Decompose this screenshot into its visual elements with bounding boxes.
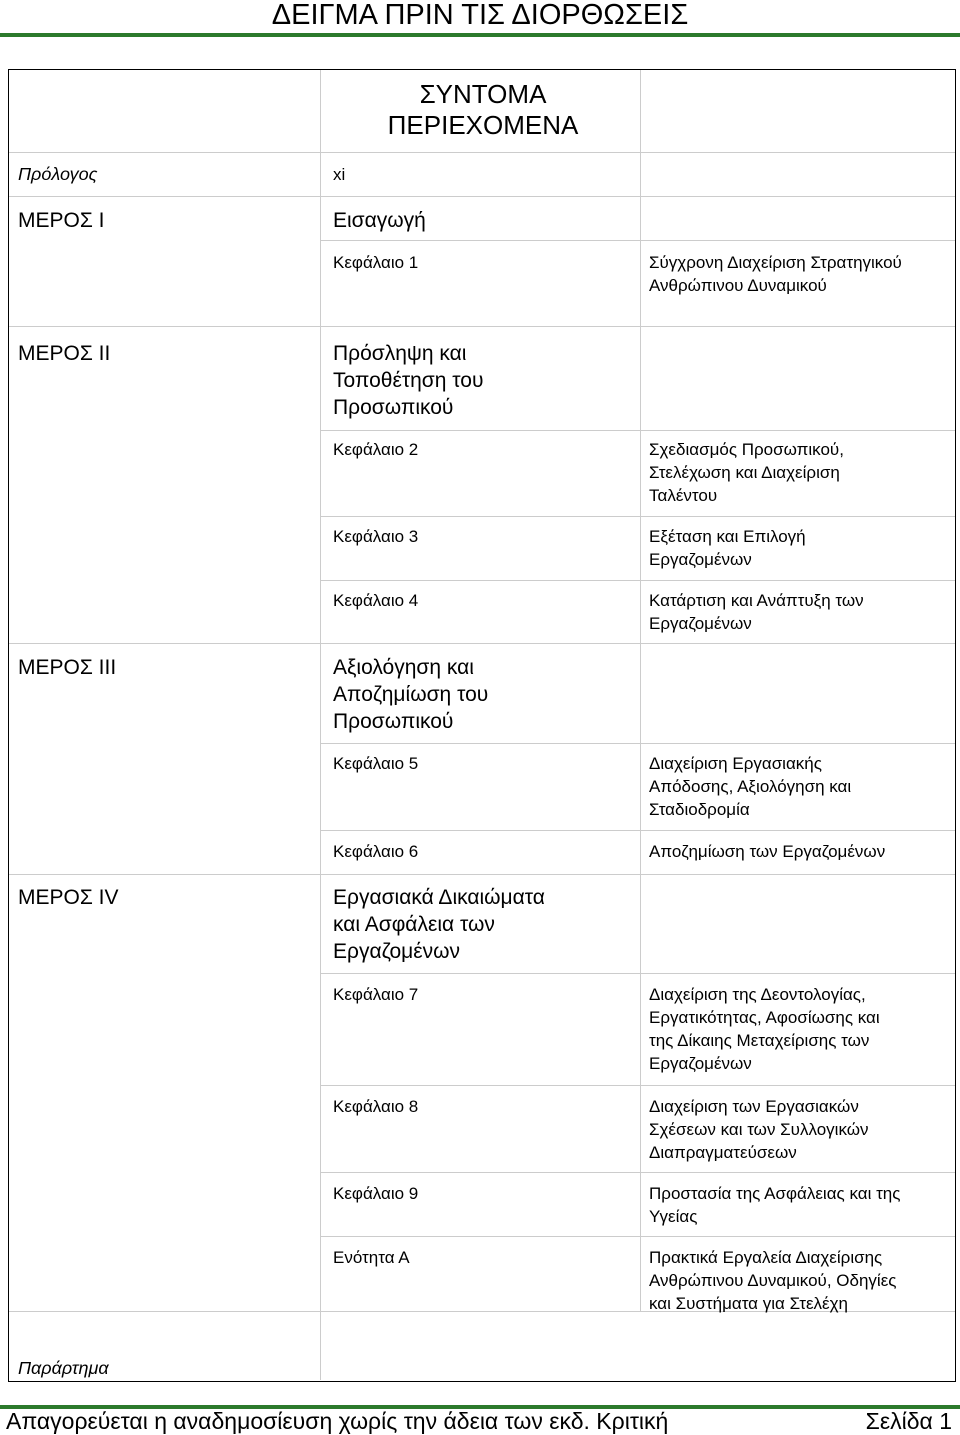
footer-notice: Απαγορεύεται η αναδημοσίευση χωρίς την άδεια των εκδ. Κριτική bbox=[6, 1408, 669, 1434]
chapter-title-line: της Δίκαιης Μεταχείρισης των bbox=[649, 1031, 870, 1050]
grid-vline bbox=[320, 70, 321, 1311]
chapter-title-line: Εργαζομένων bbox=[649, 614, 752, 633]
part4-label[interactable]: ΜΕΡΟΣ IV bbox=[18, 886, 119, 909]
toc-heading bbox=[333, 79, 633, 141]
grid-vline bbox=[640, 70, 641, 1311]
chapter-title-line: Διαχείριση Εργασιακής bbox=[649, 754, 822, 773]
appendix-label[interactable]: Παράρτημα bbox=[18, 1358, 109, 1378]
chapter-5-title[interactable] bbox=[649, 752, 851, 821]
part1-title[interactable]: Εισαγωγή bbox=[333, 209, 426, 232]
part4-title[interactable] bbox=[333, 884, 545, 965]
part-title-line: Προσωπικού bbox=[333, 710, 454, 733]
chapter-title-line: Διαπραγματεύσεων bbox=[649, 1143, 797, 1162]
section-a-title[interactable] bbox=[649, 1246, 896, 1315]
grid-hline bbox=[9, 874, 955, 875]
chapter-8-title[interactable] bbox=[649, 1095, 869, 1164]
chapter-title-line: Διαχείριση των Εργασιακών bbox=[649, 1097, 859, 1116]
chapter-title-line: Σταδιοδρομία bbox=[649, 800, 750, 819]
page-number: Σελίδα 1 bbox=[865, 1408, 952, 1434]
grid-hline bbox=[9, 152, 955, 153]
grid-hline bbox=[320, 430, 955, 431]
prologue-label[interactable]: Πρόλογος bbox=[18, 164, 98, 184]
chapter-title-line: Κατάρτιση και Ανάπτυξη των bbox=[649, 591, 864, 610]
part1-label[interactable]: ΜΕΡΟΣ Ι bbox=[18, 209, 105, 232]
chapter-title-line: Πρακτικά Εργαλεία Διαχείρισης bbox=[649, 1248, 883, 1267]
chapter-title-line: Αποζημίωση των Εργαζομένων bbox=[649, 842, 886, 861]
grid-hline bbox=[320, 580, 955, 581]
part3-title[interactable] bbox=[333, 654, 488, 735]
grid-hline bbox=[320, 1085, 955, 1086]
part-title-line: και Ασφάλεια των bbox=[333, 913, 495, 936]
grid-hline bbox=[9, 643, 955, 644]
part2-title[interactable] bbox=[333, 340, 483, 421]
chapter-title-line: Εργατικότητας, Αφοσίωσης και bbox=[649, 1008, 880, 1027]
part-title-line: Τοποθέτηση του bbox=[333, 369, 484, 392]
chapter-title-line: Απόδοσης, Αξιολόγηση και bbox=[649, 777, 852, 796]
prologue-page: xi bbox=[333, 165, 346, 184]
grid-hline bbox=[320, 516, 955, 517]
chapter-6-label[interactable]: Κεφάλαιο 6 bbox=[333, 842, 419, 861]
grid-hline bbox=[9, 326, 955, 327]
grid-hline bbox=[9, 196, 955, 197]
chapter-title-line: Σύγχρονη Διαχείριση Στρατηγικού bbox=[649, 253, 902, 272]
part-title-line: Πρόσληψη και bbox=[333, 342, 467, 365]
chapter-2-label[interactable]: Κεφάλαιο 2 bbox=[333, 440, 419, 459]
chapter-1-label[interactable]: Κεφάλαιο 1 bbox=[333, 253, 419, 272]
document-title: ΔΕΙΓΜΑ ΠΡΙΝ ΤΙΣ ΔΙΟΡΘΩΣΕΙΣ bbox=[271, 0, 689, 31]
toc-heading-line: ΠΕΡΙΕΧΟΜΕΝΑ bbox=[387, 110, 579, 140]
part-title-line: Εργασιακά Δικαιώματα bbox=[333, 886, 545, 909]
part-title-line: Προσωπικού bbox=[333, 396, 454, 419]
chapter-8-label[interactable]: Κεφάλαιο 8 bbox=[333, 1097, 419, 1116]
chapter-title-line: Ανθρώπινου Δυναμικού bbox=[649, 276, 827, 295]
chapter-3-label[interactable]: Κεφάλαιο 3 bbox=[333, 527, 419, 546]
chapter-title-line: Στελέχωση και Διαχείριση bbox=[649, 463, 840, 482]
chapter-title-line: Εργαζομένων bbox=[649, 550, 752, 569]
chapter-9-label[interactable]: Κεφάλαιο 9 bbox=[333, 1184, 419, 1203]
chapter-title-line: Ανθρώπινου Δυναμικού, Οδηγίες bbox=[649, 1271, 897, 1290]
chapter-4-title[interactable] bbox=[649, 589, 864, 635]
part2-label[interactable]: ΜΕΡΟΣ ΙΙ bbox=[18, 342, 111, 365]
chapter-title-line: Διαχείριση της Δεοντολογίας, bbox=[649, 985, 866, 1004]
chapter-2-title[interactable] bbox=[649, 438, 844, 507]
chapter-5-label[interactable]: Κεφάλαιο 5 bbox=[333, 754, 419, 773]
grid-hline bbox=[320, 1236, 955, 1237]
grid-vline bbox=[320, 1311, 321, 1380]
part-title-line: Εργαζομένων bbox=[333, 940, 460, 963]
chapter-7-label[interactable]: Κεφάλαιο 7 bbox=[333, 985, 419, 1004]
chapter-title-line: και Συστήματα για Στελέχη bbox=[649, 1294, 849, 1313]
chapter-title-line: Προστασία της Ασφάλειας και της bbox=[649, 1184, 901, 1203]
chapter-title-line: Υγείας bbox=[649, 1207, 698, 1226]
grid-hline bbox=[320, 240, 955, 241]
chapter-3-title[interactable] bbox=[649, 525, 806, 571]
part-title-line: Αποζημίωση του bbox=[333, 683, 489, 706]
toc-heading-line: ΣΥΝΤΟΜΑ bbox=[419, 79, 547, 109]
chapter-4-label[interactable]: Κεφάλαιο 4 bbox=[333, 591, 419, 610]
chapter-title-line: Ταλέντου bbox=[649, 486, 718, 505]
chapter-6-title[interactable] bbox=[649, 840, 885, 863]
grid-hline bbox=[320, 1172, 955, 1173]
header-rule bbox=[0, 33, 960, 37]
grid-hline bbox=[320, 973, 955, 974]
chapter-title-line: Σχέσεων και των Συλλογικών bbox=[649, 1120, 869, 1139]
chapter-7-title[interactable] bbox=[649, 983, 880, 1075]
chapter-1-title[interactable] bbox=[649, 251, 902, 297]
chapter-title-line: Σχεδιασμός Προσωπικού, bbox=[649, 440, 844, 459]
section-a-label[interactable]: Ενότητα Α bbox=[333, 1248, 410, 1267]
chapter-9-title[interactable] bbox=[649, 1182, 900, 1228]
grid-hline bbox=[320, 830, 955, 831]
chapter-title-line: Εξέταση και Επιλογή bbox=[649, 527, 806, 546]
chapter-title-line: Εργαζομένων bbox=[649, 1054, 752, 1073]
grid-hline bbox=[320, 743, 955, 744]
part3-label[interactable]: ΜΕΡΟΣ ΙΙΙ bbox=[18, 656, 117, 679]
part-title-line: Αξιολόγηση και bbox=[333, 656, 474, 679]
